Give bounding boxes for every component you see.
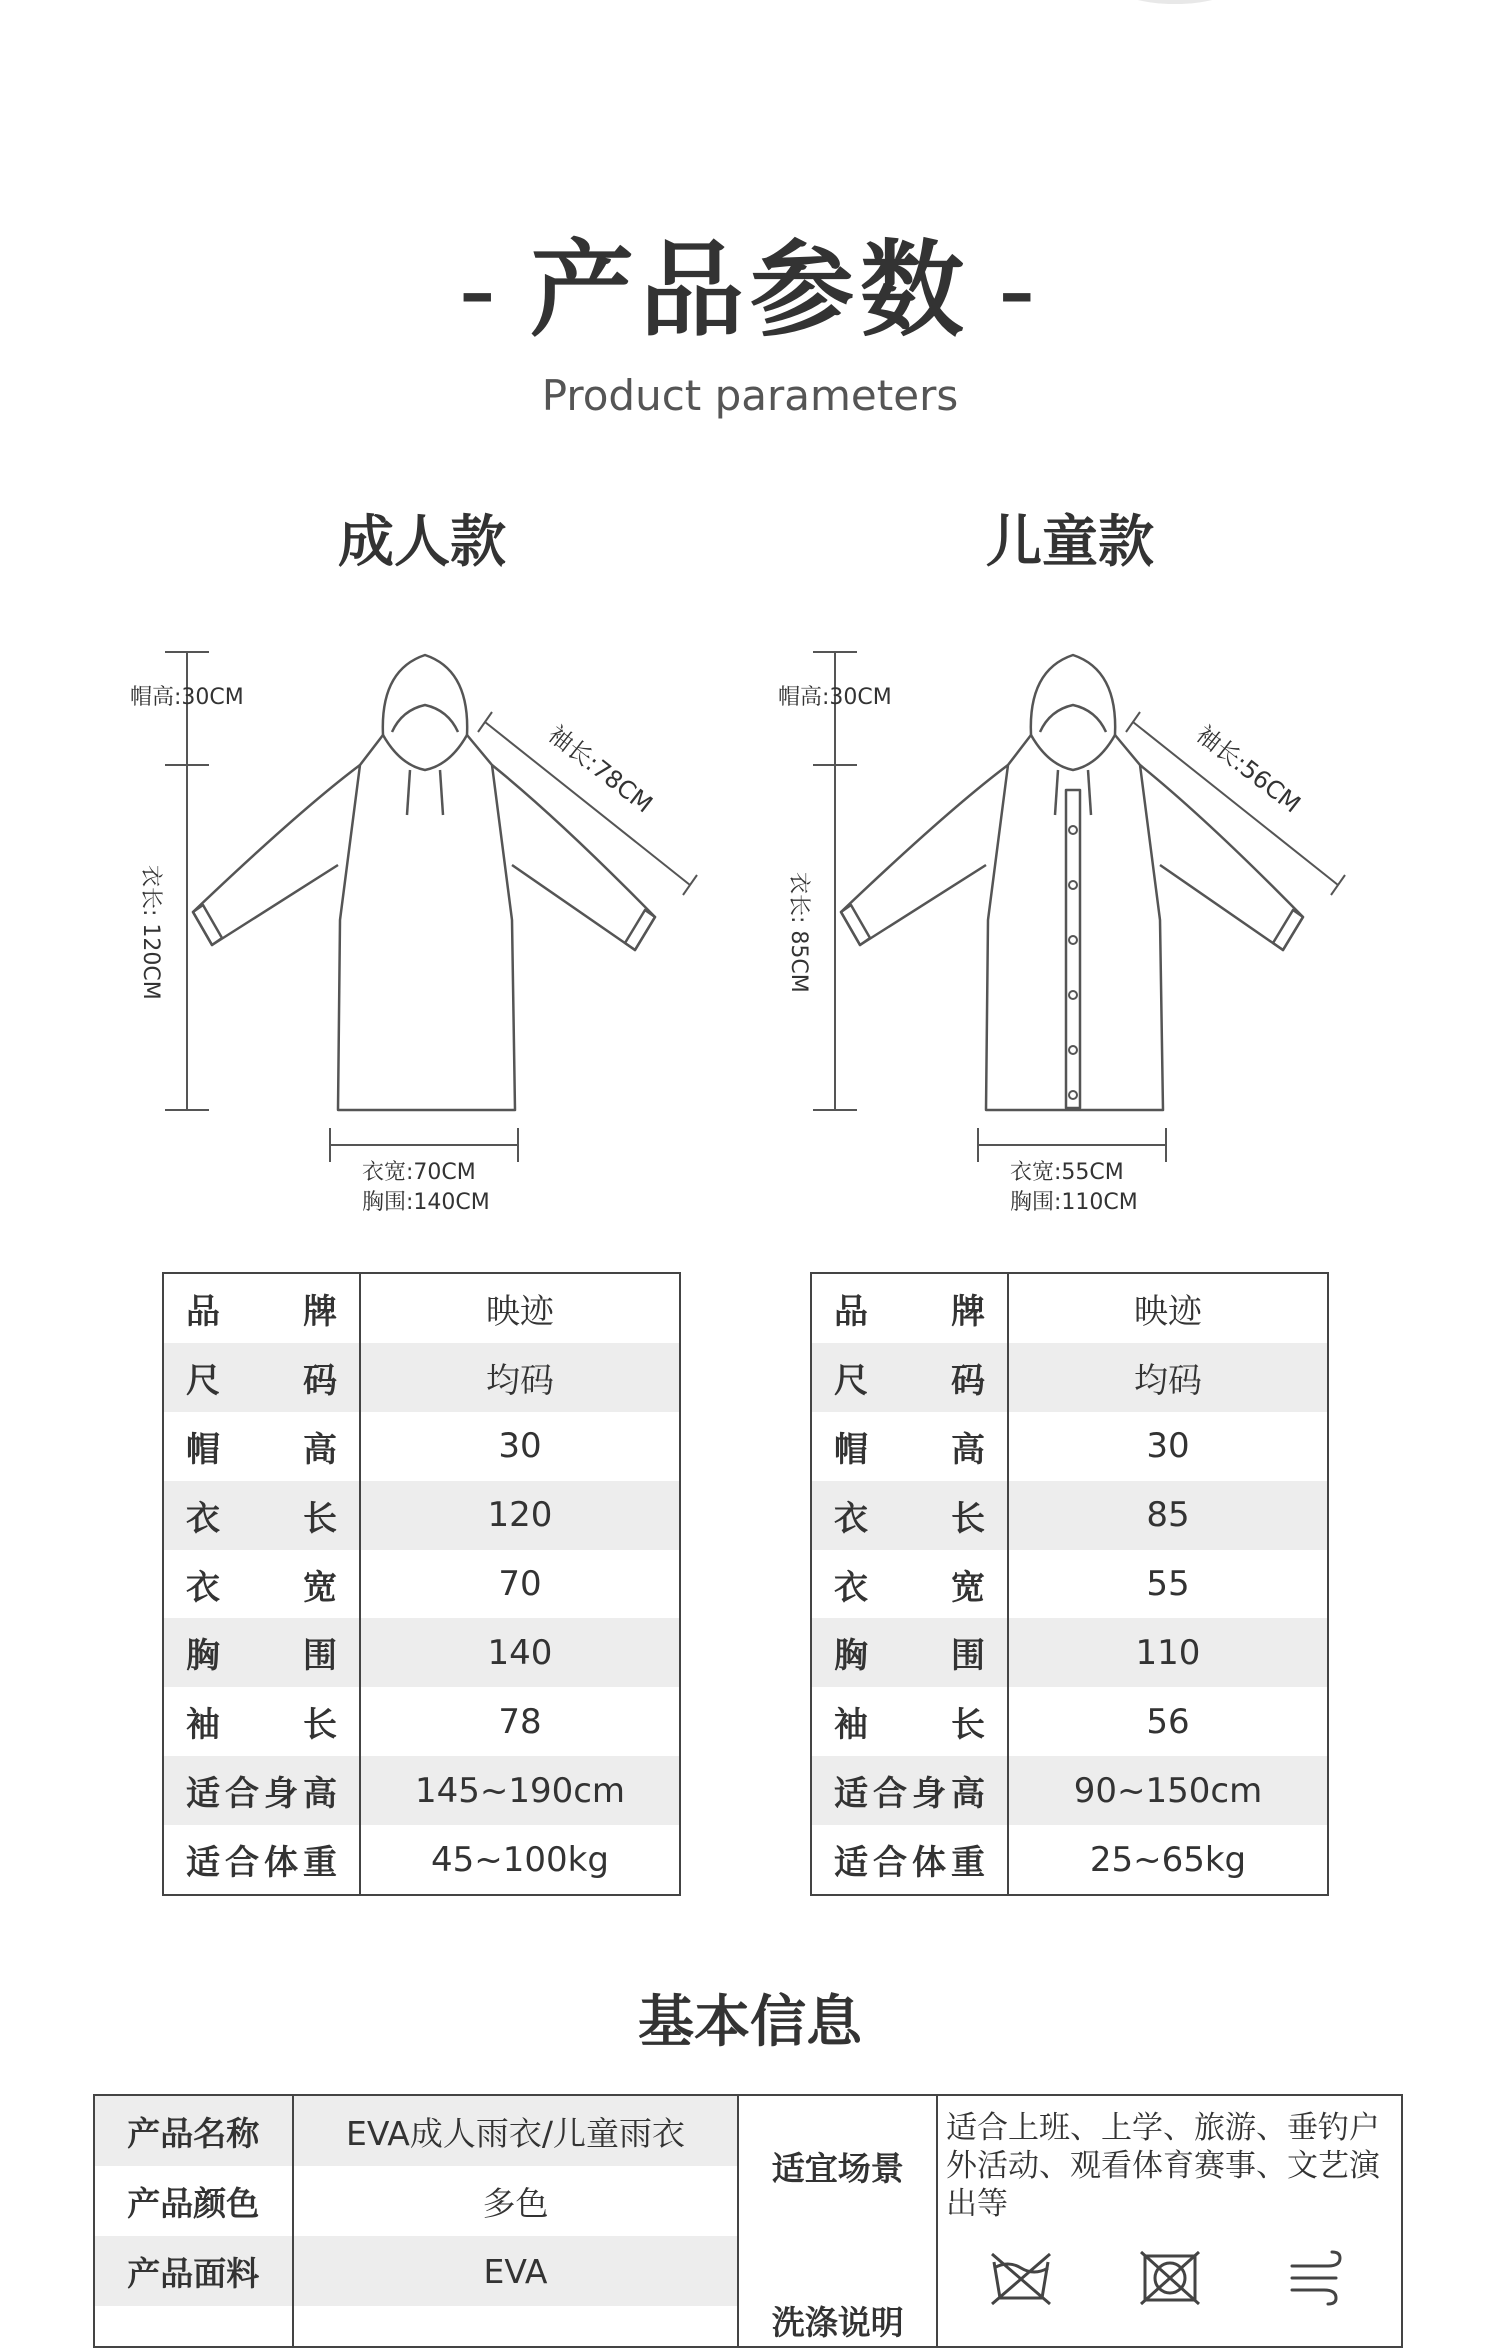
adult-left-sleeve <box>193 765 360 945</box>
no-tumble-dry-icon <box>1135 2248 1205 2308</box>
page-subtitle: Product parameters <box>541 371 959 420</box>
adult-hood-outline <box>383 655 467 735</box>
spec-value: 映迹 <box>486 1291 554 1332</box>
table-row <box>163 1618 680 1687</box>
table-row <box>94 2095 1402 2166</box>
adult-hood-face <box>383 735 467 770</box>
table-row <box>163 1273 680 1343</box>
spec-key: 适合身高 <box>811 1756 1008 1825</box>
adult-sleeve-label: 袖长:78CM <box>542 720 658 819</box>
table-row <box>811 1343 1328 1412</box>
child-sleeve-label: 袖长:56CM <box>1190 720 1306 819</box>
product-name-key: 产品名称 <box>94 2095 293 2166</box>
child-chest-label: 胸围:110CM <box>1010 1190 1138 1215</box>
table-row <box>163 1550 680 1619</box>
table-row <box>811 1825 1328 1895</box>
spec-value: 映迹 <box>1134 1291 1202 1332</box>
page-title <box>0 225 1500 355</box>
spec-key: 胸围 <box>811 1618 1008 1687</box>
child-placket <box>1066 790 1080 1108</box>
spec-value: 78 <box>498 1701 542 1742</box>
spec-value: 70 <box>498 1564 542 1604</box>
spec-value: 85 <box>1008 1481 1328 1550</box>
child-hood-outline <box>1031 655 1115 735</box>
table-row <box>163 1825 680 1895</box>
basic-info-title: 基本信息 <box>638 1990 862 2055</box>
child-buttons <box>1069 826 1077 1099</box>
adult-raincoat-diagram <box>0 640 740 1240</box>
blank-value-cell <box>293 2306 739 2347</box>
child-title: 儿童款 <box>986 510 1154 575</box>
child-raincoat-diagram <box>648 640 1388 1240</box>
product-color-key: 产品颜色 <box>94 2166 293 2236</box>
spec-key: 衣宽 <box>811 1550 1008 1619</box>
table-row <box>163 1412 680 1481</box>
adult-width-label: 衣宽:70CM <box>362 1160 476 1185</box>
wash-key: 洗涤说明 <box>738 2236 937 2347</box>
spec-key: 衣长 <box>811 1481 1008 1550</box>
spec-key: 品牌 <box>163 1273 360 1343</box>
adult-raincoat-drawing <box>0 640 740 1240</box>
adult-body-outline <box>338 735 515 1110</box>
spec-key: 适合体重 <box>811 1825 1008 1895</box>
table-row <box>163 1756 680 1825</box>
adult-hood-label: 帽高:30CM <box>130 685 244 710</box>
product-material-key: 产品面料 <box>94 2236 293 2306</box>
spec-value: 25~65kg <box>1089 1839 1247 1880</box>
spec-value: 均码 <box>1008 1343 1328 1412</box>
title-dash-left: - <box>458 229 502 351</box>
scene-value: 适合上班、上学、旅游、垂钓户外活动、观看体育赛事、文艺演出等 <box>946 2110 1380 2222</box>
wash-icons <box>946 2240 1393 2308</box>
basic-info-table <box>93 2094 1403 2348</box>
child-width-label: 衣宽:55CM <box>1010 1160 1124 1185</box>
wash-icons-cell <box>937 2236 1402 2347</box>
child-spec-table <box>810 1272 1329 1896</box>
child-hood-face <box>1031 735 1115 770</box>
table-row <box>163 1687 680 1756</box>
line-dry-icon <box>1284 2248 1354 2308</box>
child-hood-label: 帽高:30CM <box>778 685 892 710</box>
spec-value: 30 <box>1146 1426 1190 1467</box>
table-row <box>811 1618 1328 1687</box>
spec-value: 120 <box>360 1481 680 1550</box>
spec-key: 袖长 <box>811 1687 1008 1756</box>
adult-title: 成人款 <box>338 510 506 575</box>
blank-key-cell <box>94 2306 293 2347</box>
spec-key: 尺码 <box>811 1343 1008 1412</box>
adult-length-label: 衣长: 120CM <box>138 865 163 1000</box>
child-raincoat-drawing <box>648 640 1388 1240</box>
child-length-label: 衣长: 85CM <box>786 872 811 993</box>
no-wash-icon <box>986 2248 1056 2308</box>
spec-value: 45~100kg <box>431 1839 609 1880</box>
spec-key: 帽高 <box>163 1412 360 1481</box>
spec-key: 尺码 <box>163 1343 360 1412</box>
table-row <box>163 1343 680 1412</box>
spec-value: 30 <box>498 1426 542 1467</box>
table-row <box>94 2236 1402 2306</box>
table-row <box>811 1273 1328 1343</box>
adult-dimension-lines <box>165 652 697 1162</box>
spec-value: 140 <box>360 1618 680 1687</box>
adult-spec-table <box>162 1272 681 1896</box>
table-row <box>811 1412 1328 1481</box>
top-decoration <box>1110 0 1240 4</box>
table-row <box>811 1687 1328 1756</box>
table-row <box>811 1550 1328 1619</box>
spec-key: 衣长 <box>163 1481 360 1550</box>
spec-key: 适合体重 <box>163 1825 360 1895</box>
spec-value: 90~150cm <box>1008 1756 1328 1825</box>
spec-value: 均码 <box>360 1343 680 1412</box>
product-color-value: 多色 <box>293 2166 739 2236</box>
scene-key: 适宜场景 <box>738 2095 937 2236</box>
spec-key: 胸围 <box>163 1618 360 1687</box>
spec-key: 袖长 <box>163 1687 360 1756</box>
product-material-value: EVA <box>293 2236 739 2306</box>
spec-key: 帽高 <box>811 1412 1008 1481</box>
spec-key: 品牌 <box>811 1273 1008 1343</box>
child-left-sleeve <box>841 765 1008 945</box>
spec-value: 145~190cm <box>360 1756 680 1825</box>
product-name-value: EVA成人雨衣/儿童雨衣 <box>293 2095 739 2166</box>
spec-value: 110 <box>1008 1618 1328 1687</box>
table-row <box>163 1481 680 1550</box>
title-dash-right: - <box>998 229 1042 351</box>
spec-key: 适合身高 <box>163 1756 360 1825</box>
spec-value: 55 <box>1146 1564 1190 1604</box>
table-row <box>811 1481 1328 1550</box>
adult-chest-label: 胸围:140CM <box>362 1190 490 1215</box>
spec-key: 衣宽 <box>163 1550 360 1619</box>
spec-value: 56 <box>1146 1701 1190 1742</box>
table-row <box>811 1756 1328 1825</box>
title-text: 产品参数 <box>529 229 970 351</box>
